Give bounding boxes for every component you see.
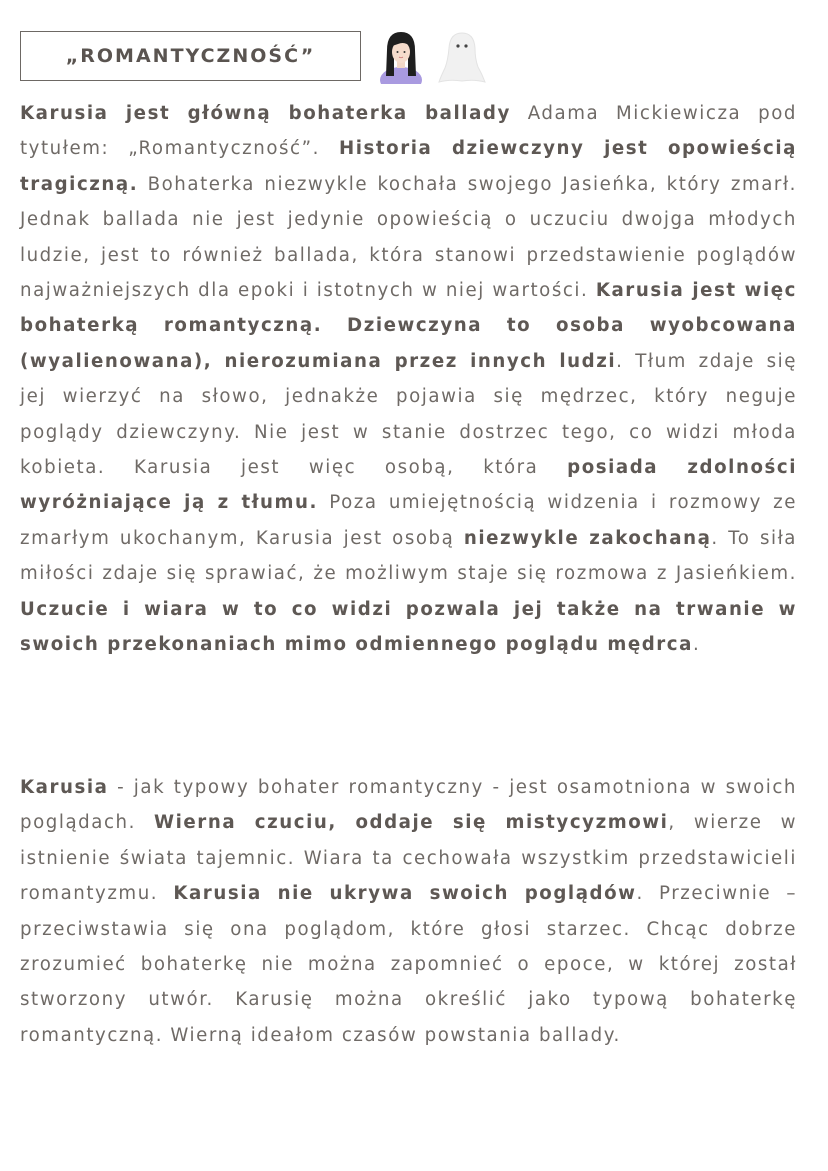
bold-phrase: Wierna czuciu, oddaje się mistycyzmowi xyxy=(154,812,669,834)
bold-phrase: Karusia xyxy=(20,777,109,798)
text-run: . Przeciwnie – przeciwstawia się ona poglądom, które głosi starzec. Chcąc dobrze zrozumieć bohaterkę nie można zapomnieć o epoce, w której został stworzony utwór. Karusię można określić jako typową bohaterkę romantyczną. Wierną ideałom czasów powstania ballady. xyxy=(20,883,797,1046)
bold-phrase: posiada zdolności wyróżniające ją z tłumu. xyxy=(20,457,797,514)
text-run: . Tłum zdaje się jej wierzyć na słowo, jednakże pojawia się mędrzec, który neguje poglądy dziewczyny. Nie jest w stanie dostrzec tego, co widzi młoda kobieta. Karusia jest więc osobą, która xyxy=(20,350,797,479)
ghost-icon xyxy=(438,30,486,84)
page-title: „ROMANTYCZNOŚĆ” xyxy=(20,31,361,81)
bold-phrase: Karusia jest więc bohaterką romantyczną. Dziewczyna to osoba wyobcowana (wyalienowana), nierozumiana przez innych ludzi xyxy=(20,280,798,372)
text-run: , wierze w istnienie świata tajemnic. Wiara ta cechowała wszystkim przedstawicieli romantyzmu. xyxy=(20,812,798,905)
bold-phrase: niezwykle zakochaną xyxy=(463,527,712,549)
paragraph-1 xyxy=(20,96,797,663)
text-run: Bohaterka niezwykle kochała swojego Jasieńka, który zmarł. Jednak ballada nie jest jedynie opowieścią o uczuciu dwojga młodych ludzie, jest to również ballada, która stanowi przedstawienie poglądów najważniejszych dla epoki i istotnych w niej wartości. xyxy=(20,173,797,302)
paragraph-2 xyxy=(20,770,797,1053)
girl-avatar-icon xyxy=(378,30,424,84)
bold-phrase: Karusia nie ukrywa swoich poglądów xyxy=(173,883,637,905)
bold-phrase: Historia dziewczyny jest opowieścią tragiczną. xyxy=(20,138,797,195)
bold-phrase: Uczucie i wiara w to co widzi pozwala jej także na trwanie w swoich przekonaniach mimo odmiennego poglądu mędrca xyxy=(20,598,797,656)
text-run: . xyxy=(692,634,701,656)
bold-phrase: Karusia jest główną bohaterka ballady xyxy=(20,103,511,124)
text-run: . To siła miłości zdaje się sprawiać, że możliwym staje się rozmowa z Jasieńkiem. xyxy=(20,527,798,585)
text-run: - jak typowy bohater romantyczny - jest osamotniona w swoich poglądach. xyxy=(20,777,797,834)
text-run: Adama Mickiewicza pod tytułem: „Romantyczność”. xyxy=(20,103,797,160)
text-run: Poza umiejętnością widzenia i rozmowy ze zmarłym ukochanym, Karusia jest osobą xyxy=(20,492,797,549)
